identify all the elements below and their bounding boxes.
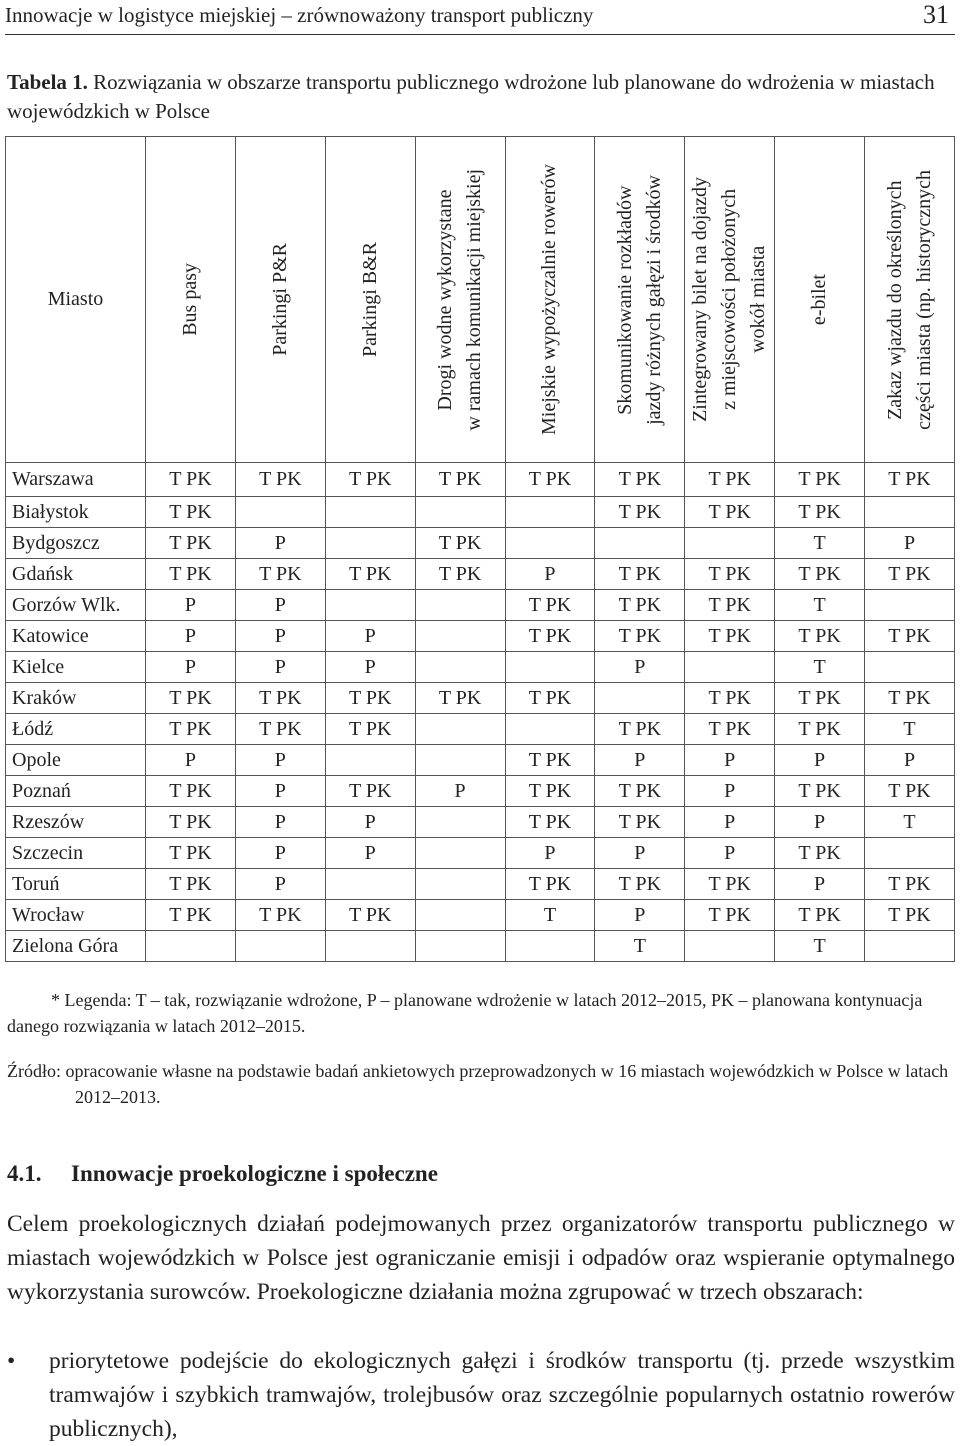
status-cell: [415, 931, 505, 962]
status-cell: [685, 652, 775, 683]
status-cell: T PK: [595, 807, 685, 838]
column-header-label: Parkingi P&R: [268, 243, 291, 356]
status-cell: [415, 497, 505, 528]
status-cell: T PK: [865, 900, 955, 931]
status-cell: P: [235, 621, 325, 652]
table-caption: [7, 68, 952, 126]
status-cell: T PK: [595, 621, 685, 652]
status-cell: T PK: [235, 463, 325, 497]
status-cell: T PK: [146, 807, 236, 838]
table-row: [6, 621, 955, 652]
status-cell: T PK: [505, 776, 595, 807]
status-cell: T PK: [685, 900, 775, 931]
status-cell: [325, 497, 415, 528]
city-cell: Szczecin: [6, 838, 146, 869]
column-header-wrap: [416, 137, 505, 462]
status-cell: P: [146, 590, 236, 621]
status-cell: [325, 869, 415, 900]
page-number: 31: [923, 0, 949, 29]
status-cell: T PK: [775, 559, 865, 590]
status-cell: [595, 528, 685, 559]
column-header-city-label: Miasto: [47, 288, 104, 310]
status-cell: T PK: [146, 497, 236, 528]
status-cell: P: [505, 838, 595, 869]
status-cell: P: [595, 900, 685, 931]
status-cell: T PK: [775, 714, 865, 745]
status-cell: T PK: [325, 463, 415, 497]
column-header-wrap: [146, 137, 235, 462]
column-header: [865, 137, 955, 463]
table-row: [6, 807, 955, 838]
table-row: [6, 559, 955, 590]
status-cell: T PK: [146, 559, 236, 590]
bullet-text: priorytetowe podejście do ekologicznych gałęzi i środków transportu (tj. przede wszystkim tramwajów i szybkich tramwajów, trolejbusów oraz szczególnie popularnych ostatnio rowerów publicznych),: [49, 1348, 955, 1442]
table-row: [6, 497, 955, 528]
status-cell: [415, 621, 505, 652]
status-cell: T PK: [595, 714, 685, 745]
status-cell: T: [865, 714, 955, 745]
table-row: [6, 900, 955, 931]
status-cell: P: [235, 745, 325, 776]
status-cell: T: [775, 652, 865, 683]
status-cell: T PK: [325, 714, 415, 745]
status-cell: [595, 683, 685, 714]
status-cell: T PK: [325, 776, 415, 807]
status-cell: [865, 590, 955, 621]
column-header: [325, 137, 415, 463]
city-cell: Wrocław: [6, 900, 146, 931]
bullet-symbol: •: [7, 1348, 16, 1374]
status-cell: [865, 931, 955, 962]
status-cell: P: [685, 807, 775, 838]
table-row: [6, 931, 955, 962]
status-cell: T PK: [865, 776, 955, 807]
running-header-title: Innowacje w logistyce miejskiej – zrównoważony transport publiczny: [5, 3, 594, 27]
status-cell: T PK: [685, 463, 775, 497]
status-cell: P: [505, 559, 595, 590]
status-cell: T PK: [775, 621, 865, 652]
column-header-label: Miejskie wypożyczalnie rowerów: [538, 163, 561, 435]
status-cell: T: [775, 590, 865, 621]
status-cell: T: [775, 528, 865, 559]
status-cell: [415, 807, 505, 838]
city-cell: Opole: [6, 745, 146, 776]
status-cell: T PK: [415, 683, 505, 714]
status-cell: T PK: [325, 559, 415, 590]
status-cell: T: [865, 807, 955, 838]
status-cell: [865, 652, 955, 683]
status-cell: T PK: [865, 621, 955, 652]
status-cell: T PK: [505, 807, 595, 838]
status-cell: T PK: [146, 463, 236, 497]
status-cell: T PK: [325, 683, 415, 714]
column-header-label: Zintegrowany bilet na dojazdy z miejscowości położonych wokół miasta: [689, 177, 770, 422]
status-cell: T PK: [685, 559, 775, 590]
status-cell: T PK: [146, 869, 236, 900]
status-cell: P: [595, 652, 685, 683]
section-heading: [7, 1161, 438, 1187]
status-cell: [415, 869, 505, 900]
status-cell: P: [685, 776, 775, 807]
status-cell: T PK: [775, 900, 865, 931]
section-title: Innowacje proekologiczne i społeczne: [71, 1161, 438, 1186]
status-cell: T PK: [505, 869, 595, 900]
city-cell: Łódź: [6, 714, 146, 745]
column-header-label: Parkingi B&R: [358, 241, 381, 357]
city-cell: Kielce: [6, 652, 146, 683]
status-cell: T: [505, 900, 595, 931]
status-cell: P: [235, 776, 325, 807]
column-header-city: [6, 137, 146, 463]
status-cell: [415, 900, 505, 931]
status-cell: T PK: [505, 621, 595, 652]
status-cell: [325, 931, 415, 962]
table-row: [6, 745, 955, 776]
column-header: [685, 137, 775, 463]
table-row: [6, 528, 955, 559]
status-cell: T PK: [865, 463, 955, 497]
status-cell: P: [235, 838, 325, 869]
status-cell: T PK: [775, 776, 865, 807]
table-caption-text: Rozwiązania w obszarze transportu publicznego wdrożone lub planowane do wdrożenia w miastach wojewódzkich w Polsce: [7, 70, 935, 123]
status-cell: P: [325, 838, 415, 869]
column-header: [235, 137, 325, 463]
status-cell: T PK: [775, 497, 865, 528]
status-cell: P: [685, 838, 775, 869]
status-cell: [325, 745, 415, 776]
status-cell: [325, 590, 415, 621]
status-cell: T PK: [775, 683, 865, 714]
city-cell: Kraków: [6, 683, 146, 714]
table-row: [6, 838, 955, 869]
status-cell: P: [235, 590, 325, 621]
status-cell: [685, 931, 775, 962]
column-header-label: Bus pasy: [178, 263, 201, 336]
column-header: [415, 137, 505, 463]
status-cell: T PK: [685, 497, 775, 528]
status-cell: P: [775, 807, 865, 838]
status-cell: T PK: [775, 838, 865, 869]
column-header-wrap: [326, 137, 415, 462]
status-cell: T PK: [146, 714, 236, 745]
column-header-wrap: [775, 137, 864, 462]
table-row: [6, 776, 955, 807]
city-cell: Gdańsk: [6, 559, 146, 590]
status-cell: [415, 838, 505, 869]
status-cell: T PK: [595, 869, 685, 900]
status-cell: [415, 590, 505, 621]
status-cell: T PK: [595, 776, 685, 807]
status-cell: [415, 745, 505, 776]
status-cell: P: [235, 807, 325, 838]
status-cell: T PK: [505, 745, 595, 776]
status-cell: P: [415, 776, 505, 807]
table-row: [6, 714, 955, 745]
status-cell: P: [235, 869, 325, 900]
status-cell: [685, 528, 775, 559]
status-cell: P: [146, 621, 236, 652]
city-cell: Katowice: [6, 621, 146, 652]
status-cell: [865, 497, 955, 528]
status-cell: P: [595, 745, 685, 776]
status-cell: T PK: [685, 621, 775, 652]
body-paragraph: Celem proekologicznych działań podejmowanych przez organizatorów transportu publicznego w miastach wojewódzkich w Polsce jest ograniczanie emisji i odpadów oraz wspieranie optymalnego wykorzystania surowców. Proekologiczne działania można zgrupować w trzech obszarach:: [7, 1211, 955, 1305]
status-cell: T PK: [235, 559, 325, 590]
status-cell: P: [685, 745, 775, 776]
status-cell: T: [595, 931, 685, 962]
status-cell: T PK: [415, 463, 505, 497]
status-cell: P: [865, 528, 955, 559]
table-row: [6, 463, 955, 497]
table-caption-label: Tabela 1.: [7, 70, 88, 94]
column-header: [595, 137, 685, 463]
status-cell: T PK: [595, 559, 685, 590]
status-cell: T PK: [505, 590, 595, 621]
city-cell: Zielona Góra: [6, 931, 146, 962]
status-cell: T PK: [685, 869, 775, 900]
status-cell: T PK: [505, 683, 595, 714]
status-cell: [505, 497, 595, 528]
column-header-label: Drogi wodne wykorzystane w ramach komunikacji miejskiej: [434, 168, 486, 431]
table-row: [6, 590, 955, 621]
section-number: 4.1.: [7, 1161, 42, 1186]
column-header-label: Zakaz wjazdu do określonych części miasta (np. historycznych: [883, 169, 935, 430]
status-cell: P: [595, 838, 685, 869]
status-cell: P: [325, 807, 415, 838]
table-row: [6, 652, 955, 683]
table-header-row: [6, 137, 955, 463]
status-cell: [325, 528, 415, 559]
status-cell: [415, 714, 505, 745]
bullet-item: [7, 1344, 955, 1446]
city-cell: Białystok: [6, 497, 146, 528]
status-cell: T PK: [146, 900, 236, 931]
column-header-wrap: [685, 137, 774, 462]
status-cell: P: [775, 745, 865, 776]
city-cell: Rzeszów: [6, 807, 146, 838]
status-cell: P: [235, 528, 325, 559]
column-header-label: Skomunikowanie rozkładów jazdy różnych gałęzi i środków: [613, 174, 665, 425]
status-cell: T PK: [146, 838, 236, 869]
status-cell: T PK: [685, 714, 775, 745]
status-cell: P: [146, 745, 236, 776]
column-header-wrap: [865, 137, 954, 462]
status-cell: T PK: [595, 590, 685, 621]
table-row: [6, 683, 955, 714]
status-cell: P: [865, 745, 955, 776]
status-cell: T PK: [415, 528, 505, 559]
status-cell: T PK: [505, 463, 595, 497]
city-cell: Poznań: [6, 776, 146, 807]
status-cell: T PK: [146, 683, 236, 714]
status-cell: T PK: [415, 559, 505, 590]
status-cell: T PK: [775, 463, 865, 497]
status-cell: [505, 931, 595, 962]
status-cell: [235, 497, 325, 528]
status-cell: T PK: [146, 528, 236, 559]
status-cell: T PK: [235, 900, 325, 931]
status-cell: T PK: [865, 559, 955, 590]
status-cell: [505, 528, 595, 559]
status-cell: T PK: [685, 590, 775, 621]
table-source: Źródło: opracowanie własne na podstawie badań ankietowych przeprowadzonych w 16 miastach wojewódzkich w Polsce w latach 2012–2013.: [7, 1061, 949, 1107]
column-header: [775, 137, 865, 463]
status-cell: [505, 652, 595, 683]
status-cell: [146, 931, 236, 962]
status-cell: P: [775, 869, 865, 900]
column-header-label: e-bilet: [808, 273, 831, 326]
status-cell: [415, 652, 505, 683]
status-cell: T PK: [146, 776, 236, 807]
status-cell: [505, 714, 595, 745]
status-cell: T PK: [595, 463, 685, 497]
status-cell: T PK: [235, 714, 325, 745]
city-cell: Warszawa: [6, 463, 146, 497]
status-cell: T PK: [685, 683, 775, 714]
city-cell: Toruń: [6, 869, 146, 900]
status-cell: T PK: [235, 683, 325, 714]
status-cell: T: [775, 931, 865, 962]
solutions-table: [5, 136, 955, 962]
table-legend: * Legenda: T – tak, rozwiązanie wdrożone, P – planowane wdrożenie w latach 2012–2015, PK – planowana kontynuacja danego rozwiązania w latach 2012–2015.: [7, 990, 923, 1036]
status-cell: P: [325, 652, 415, 683]
status-cell: T PK: [325, 900, 415, 931]
status-cell: [865, 838, 955, 869]
status-cell: T PK: [865, 869, 955, 900]
table-row: [6, 869, 955, 900]
column-header-wrap: [595, 137, 684, 462]
status-cell: P: [146, 652, 236, 683]
status-cell: P: [325, 621, 415, 652]
running-header: [5, 0, 955, 35]
status-cell: [235, 931, 325, 962]
city-cell: Bydgoszcz: [6, 528, 146, 559]
column-header: [146, 137, 236, 463]
column-header: [505, 137, 595, 463]
column-header-wrap: [236, 137, 325, 462]
column-header-wrap: [506, 137, 595, 462]
status-cell: P: [235, 652, 325, 683]
table-body: [6, 463, 955, 962]
city-cell: Gorzów Wlk.: [6, 590, 146, 621]
status-cell: T PK: [595, 497, 685, 528]
status-cell: T PK: [865, 683, 955, 714]
